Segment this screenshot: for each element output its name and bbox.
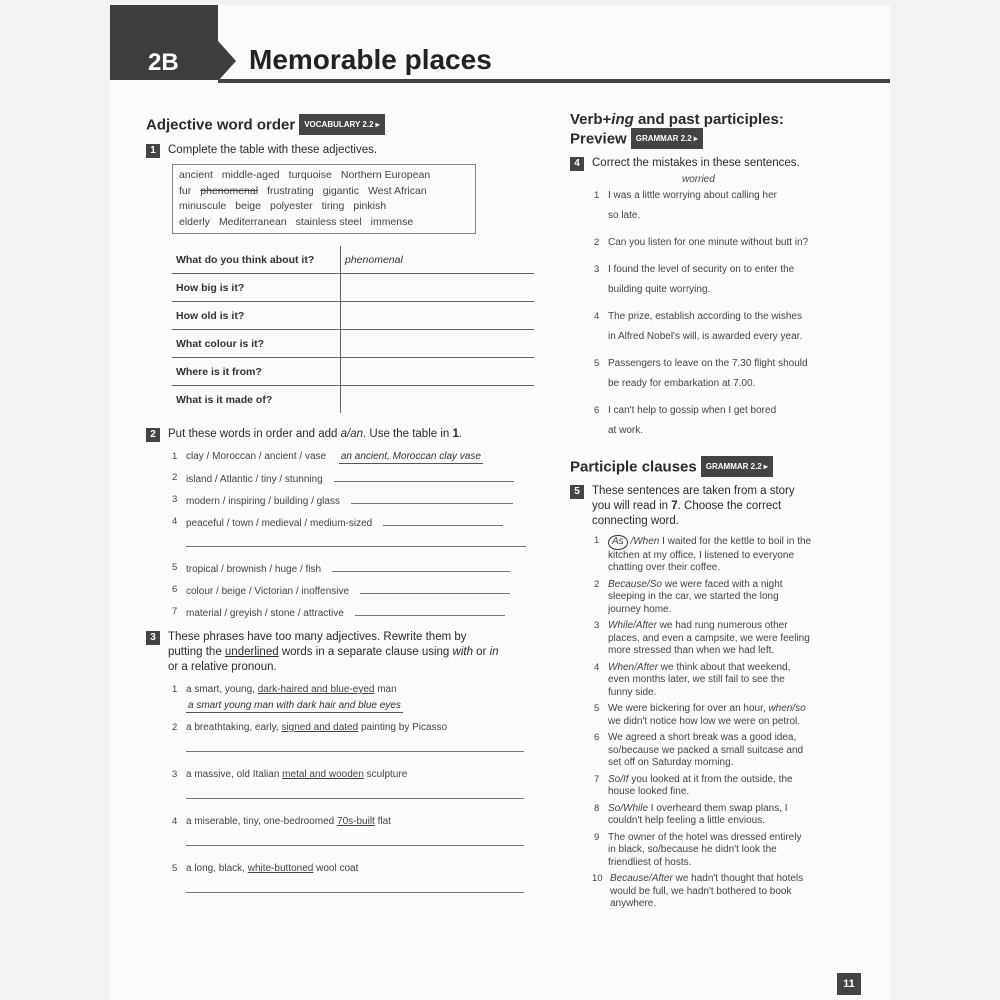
page-number: 11: [837, 973, 861, 995]
list-item: 5 a long, black, white-buttoned wool coat: [172, 863, 359, 874]
answer-line[interactable]: [351, 493, 513, 504]
exercise-3-items: [170, 683, 546, 893]
answer-cell[interactable]: [341, 330, 535, 358]
handwritten-correction: worried: [682, 174, 715, 185]
exercise-5-items: [592, 535, 870, 911]
vocabulary-badge: VOCABULARY 2.2 ▸: [299, 114, 384, 135]
list-item: 3 modern / inspiring / building / glass: [170, 493, 546, 508]
adjective-box: [172, 164, 476, 234]
list-item: 8 So/While I overheard them swap plans, I couldn't help feeling a little envious.: [594, 802, 788, 826]
grammar-badge: GRAMMAR 2.2 ▸: [701, 456, 773, 477]
exercise-1-instruction: 1 Complete the table with these adjectives.: [146, 143, 546, 158]
list-item: 2 island / Atlantic / tiny / stunning: [170, 471, 546, 486]
list-item: 4 When/After we think about that weekend, even months later, we still fail to see the funny side.: [594, 661, 791, 698]
list-item: 6 colour / beige / Victorian / inoffensive: [170, 583, 546, 598]
adjective-table: [172, 246, 534, 413]
crossed-out-word: phenomenal: [200, 184, 259, 197]
list-item: 5 Passengers to leave on the 7.30 flight should be ready for embarkation at 7.00.: [594, 358, 808, 389]
exercise-number: 4: [570, 157, 584, 171]
table-row: How big is it?: [172, 274, 534, 302]
list-item: 2 Because/So we were faced with a night sleeping in the car, we started the long journey home.: [594, 578, 783, 615]
adjective-box-row: ancient middle-aged turquoise Northern European: [179, 169, 431, 181]
exercise-4: [570, 110, 870, 441]
page-title: Memorable places: [249, 44, 492, 75]
answer-line[interactable]: an ancient, Moroccan clay vase: [340, 451, 481, 462]
answer-line[interactable]: [186, 831, 524, 846]
answer-cell[interactable]: phenomenal: [341, 246, 535, 274]
list-item: 1 a smart, young, dark-haired and blue-eyed man: [172, 684, 397, 695]
list-item: 6 We agreed a short break was a good idea, so/because we packed a small suitcase and set off on Saturday morning.: [594, 732, 804, 768]
answer-cell[interactable]: [341, 358, 535, 386]
answer-line[interactable]: [334, 471, 514, 482]
list-item: 10 Because/After we hadn't thought that hotels would be full, we hadn't bothered to book anywhere.: [592, 873, 804, 909]
list-item: 4 a miserable, tiny, one-bedroomed 70s-built flat: [172, 816, 391, 827]
exercise-2: [146, 427, 546, 620]
answer-line[interactable]: [186, 784, 524, 799]
unit-tab-arrow: [218, 41, 236, 81]
list-item: 3 I found the level of security on to enter the building quite worrying.: [594, 264, 795, 295]
answer-line[interactable]: [186, 737, 524, 752]
answer-cell[interactable]: [341, 302, 535, 330]
answer-line[interactable]: [186, 878, 524, 893]
exercise-3-instruction: 3 These phrases have too many adjectives. Rewrite them by putting the underlined words in a separate clause using with or in or a relative pronoun.: [146, 630, 546, 675]
list-item: 7 material / greyish / stone / attractive: [170, 605, 546, 620]
list-item: 1 As /When I waited for the kettle to boil in the kitchen at my office, I listened to everyone chatting over their coffee.: [594, 535, 812, 573]
left-column: [146, 115, 546, 893]
exercise-4-instruction: 4 Correct the mistakes in these sentences.: [570, 156, 870, 171]
answer-cell[interactable]: [341, 274, 535, 302]
adjective-box-row: minuscule beige polyester tiring pinkish: [179, 200, 387, 212]
exercise-2-instruction: 2 Put these words in order and add a/an. Use the table in 1.: [146, 427, 546, 442]
table-row: Where is it from?: [172, 358, 534, 386]
list-item: 6 I can't help to gossip when I get bored at work.: [594, 405, 777, 436]
exercise-3: [146, 630, 546, 893]
exercise-4-items: [592, 174, 870, 441]
list-item: 2 a breathtaking, early, signed and dated painting by Picasso: [172, 722, 448, 733]
list-item: 9 The owner of the hotel was dressed entirely in black, so/because he didn't look the friendliest of hosts.: [594, 831, 802, 868]
answer-line[interactable]: [383, 515, 503, 526]
table-row: What colour is it?: [172, 330, 534, 358]
answer-line[interactable]: a smart young man with dark hair and blue eyes: [188, 700, 401, 711]
adjective-box-row: fur phenomenal frustrating gigantic West African: [179, 184, 427, 197]
adjective-box-row: elderly Mediterranean stainless steel immense: [179, 215, 414, 228]
circled-answer: As: [608, 535, 628, 550]
list-item: 1 I was a little worrying about calling her so late.: [594, 190, 777, 221]
list-item: 4 The prize, establish according to the wishes in Alfred Nobel's will, is awarded every year.: [594, 311, 803, 342]
unit-tab: [110, 5, 218, 80]
list-item: 2 Can you listen for one minute without butt in?: [594, 237, 809, 248]
table-row: How old is it?: [172, 302, 534, 330]
section-title-verb-ing: Verb+ing and past participles:: [570, 111, 784, 128]
grammar-badge: GRAMMAR 2.2 ▸: [631, 128, 703, 149]
exercise-number: 2: [146, 428, 160, 442]
exercise-5: [570, 457, 870, 911]
workbook-page: [110, 5, 890, 1000]
answer-line[interactable]: [186, 532, 526, 547]
table-row: What is it made of?: [172, 386, 534, 414]
section-title-participle-clauses: Participle clauses GRAMMAR 2.2 ▸: [570, 457, 870, 478]
right-column: [570, 110, 870, 915]
list-item: 3 a massive, old Italian metal and wooden sculpture: [172, 769, 408, 780]
list-item: 5 We were bickering for over an hour, when/so we didn't notice how low we were on petrol.: [594, 703, 806, 727]
table-row: What do you think about it? phenomenal: [172, 246, 534, 274]
list-item: 5 tropical / brownish / huge / fish: [170, 561, 546, 576]
answer-line[interactable]: [332, 561, 510, 572]
section-title-adjective-order: Adjective word order VOCABULARY 2.2 ▸: [146, 115, 546, 136]
exercise-1: [146, 115, 546, 413]
answer-line[interactable]: [355, 605, 505, 616]
list-item: 1 clay / Moroccan / ancient / vase an ancient, Moroccan clay vase: [172, 451, 481, 462]
answer-line[interactable]: [360, 583, 510, 594]
answer-cell[interactable]: [341, 386, 535, 414]
exercise-number: 1: [146, 144, 160, 158]
list-item: 4 peaceful / town / medieval / medium-sized: [170, 515, 546, 530]
exercise-number: 5: [570, 485, 584, 499]
section-title-preview: Preview GRAMMAR 2.2 ▸: [570, 129, 870, 150]
exercise-5-instruction: 5 These sentences are taken from a story you will read in 7. Choose the correct connecting word.: [570, 484, 870, 529]
exercise-number: 3: [146, 631, 160, 645]
list-item: 7 So/If you looked at it from the outside, the house looked fine.: [594, 773, 793, 797]
unit-code: 2B: [148, 49, 179, 76]
header-rule: [218, 79, 890, 83]
exercise-2-items: [170, 450, 546, 620]
list-item: 3 While/After we had rung numerous other places, and even a campsite, we were feeling more stressed than when we had left.: [594, 620, 810, 656]
